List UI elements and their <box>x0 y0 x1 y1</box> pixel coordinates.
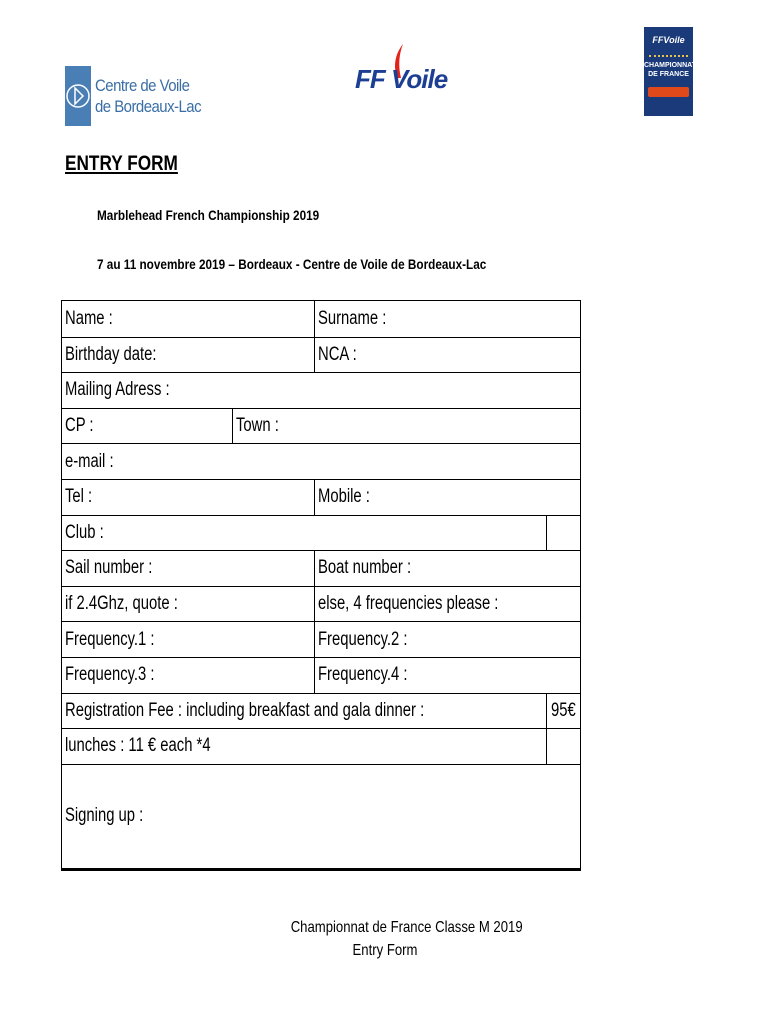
email-field[interactable]: e-mail : <box>65 450 114 472</box>
club-logo-line2: de Bordeaux-Lac <box>95 97 202 116</box>
page-footer <box>270 916 523 962</box>
lunches-amount-field[interactable] <box>546 729 580 764</box>
frequency3-field[interactable]: Frequency.3 : <box>65 664 155 686</box>
club-logo-mark <box>65 66 91 126</box>
row-signing <box>62 764 580 870</box>
row-mailing <box>62 372 580 408</box>
entry-form-table <box>61 300 581 871</box>
event-dates: 7 au 11 novembre 2019 – Bordeaux - Centre de Voile de Bordeaux-Lac <box>97 256 487 272</box>
frequencies-label: else, 4 frequencies please : <box>314 587 580 622</box>
row-frequency-choice <box>62 586 580 622</box>
row-tel <box>62 479 580 515</box>
ffvoile-logo <box>355 44 448 104</box>
row-sail <box>62 550 580 586</box>
boat-number-field[interactable]: Boat number : <box>314 551 580 586</box>
birthday-field[interactable]: Birthday date: <box>65 343 157 365</box>
event-name: Marblehead French Championship 2019 <box>97 207 320 223</box>
frequency4-field[interactable]: Frequency.4 : <box>314 658 580 693</box>
signing-up-field[interactable]: Signing up : <box>65 805 144 827</box>
registration-fee-label: Registration Fee : including breakfast and gala dinner : <box>65 699 425 721</box>
registration-fee-value: 95€ <box>546 694 580 729</box>
page-title: ENTRY FORM <box>65 152 178 175</box>
frequency2-field[interactable]: Frequency.2 : <box>314 622 580 657</box>
row-birthday <box>62 337 580 373</box>
row-fee <box>62 693 580 729</box>
championnat-logo-line1: CHAMPIONNAT <box>644 62 696 69</box>
surname-field[interactable]: Surname : <box>314 301 580 337</box>
footer-line1: Championnat de France Classe M 2019 <box>290 919 523 936</box>
row-freq-3-4 <box>62 657 580 693</box>
town-field[interactable]: Town : <box>232 409 580 444</box>
club-extra-cell[interactable] <box>546 516 580 551</box>
ffvoile-voile: Voile <box>391 64 448 94</box>
club-field[interactable]: Club : <box>65 521 104 543</box>
name-field[interactable]: Name : <box>65 307 113 329</box>
cp-field[interactable]: CP : <box>65 415 94 437</box>
row-freq-1-2 <box>62 621 580 657</box>
championnat-logo-top: FFVoile <box>652 35 685 45</box>
row-name <box>62 301 580 337</box>
ghz-field[interactable]: if 2.4Ghz, quote : <box>65 593 178 615</box>
footer-line2: Entry Form <box>352 942 418 959</box>
frequency1-field[interactable]: Frequency.1 : <box>65 628 155 650</box>
sail-number-field[interactable]: Sail number : <box>65 557 153 579</box>
ffvoile-ff: FF <box>355 64 385 94</box>
row-email <box>62 443 580 479</box>
championnat-logo-line2: DE FRANCE <box>648 71 689 78</box>
club-logo <box>65 65 200 127</box>
mailing-address-field[interactable]: Mailing Adress : <box>65 379 170 401</box>
championnat-logo-wave <box>649 51 688 57</box>
row-club <box>62 515 580 551</box>
lunches-label: lunches : 11 € each *4 <box>65 735 211 757</box>
nca-field[interactable]: NCA : <box>314 338 580 373</box>
championnat-logo <box>644 27 696 116</box>
championnat-logo-badge <box>648 87 689 97</box>
club-logo-line1: Centre de Voile <box>95 76 190 95</box>
mobile-field[interactable]: Mobile : <box>314 480 580 515</box>
row-cp-town <box>62 408 580 444</box>
row-lunches <box>62 728 580 764</box>
tel-field[interactable]: Tel : <box>65 486 93 508</box>
